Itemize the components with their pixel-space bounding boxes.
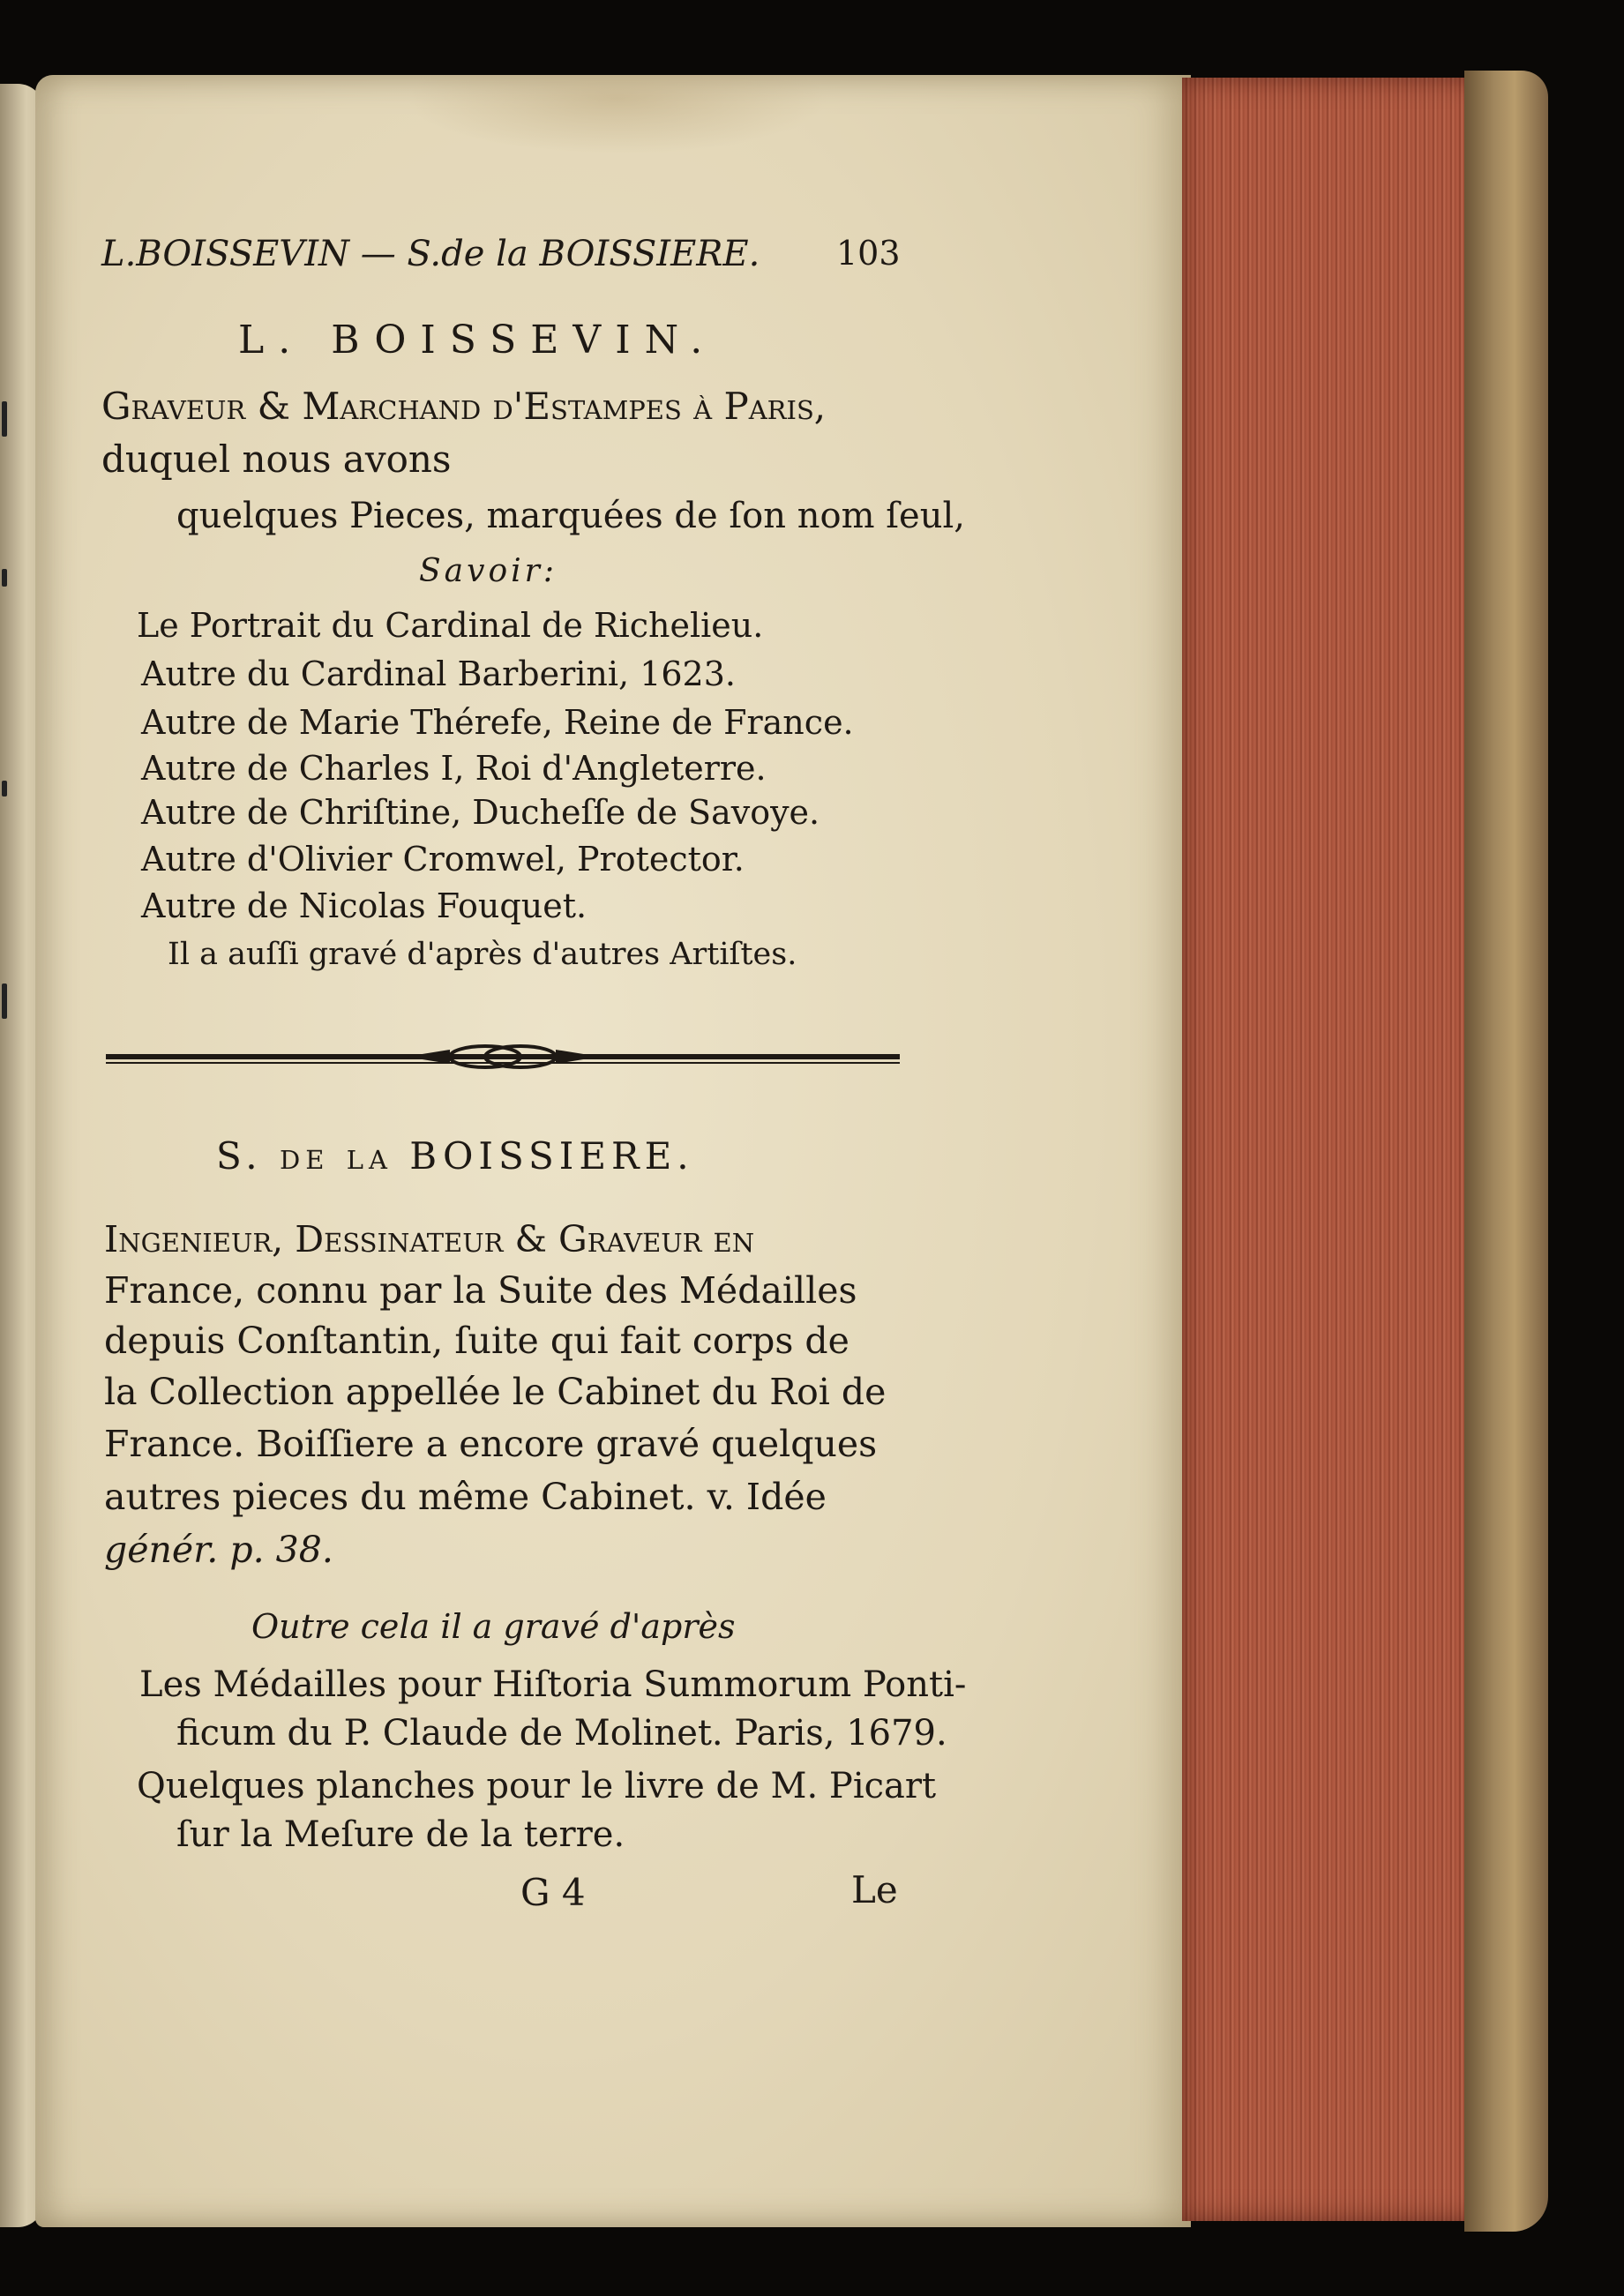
page-stain (406, 75, 829, 154)
ink-mark (2, 569, 7, 587)
ornamental-rule (106, 1041, 900, 1073)
ink-mark (2, 781, 7, 796)
list-item: Autre de Marie Thérefe, Reine de France. (141, 703, 854, 742)
entry-text-line: France, connu par la Suite des Médailles (104, 1269, 857, 1312)
list-item: ſur la Meſure de la terre. (176, 1814, 625, 1855)
catchword: Le (851, 1868, 898, 1911)
entry-text-line: depuis Conſtantin, ſuite qui fait corps de (104, 1320, 849, 1362)
red-page-edges (1182, 78, 1486, 2221)
entry-heading: L. BOISSEVIN. (238, 318, 717, 363)
entry-text-line: Graveur & Marchand d'Eſtampes à Paris, (101, 385, 827, 428)
list-item: Autre d'Olivier Cromwel, Protector. (141, 840, 745, 879)
entry-text-line: la Collection appellée le Cabinet du Roi de (104, 1371, 887, 1413)
entry-subhead: Outre cela il a gravé d'après (251, 1607, 736, 1646)
list-item: Quelques planches pour le livre de M. Picart (137, 1766, 937, 1806)
book-cover-edge (1464, 71, 1548, 2232)
list-item: Autre de Nicolas Fouquet. (141, 886, 587, 925)
list-item: Autre de Charles I, Roi d'Angleterre. (141, 749, 767, 788)
entry-text-line: duquel nous avons (101, 438, 452, 481)
ink-mark (2, 983, 7, 1019)
entry-text-line: génér. p. 38. (104, 1529, 333, 1571)
entry-closing: Il a auſſi gravé d'après d'autres Artiſtes. (168, 937, 797, 972)
entry-heading: S. de la BOISSIERE. (216, 1134, 694, 1178)
running-head: L.BOISSEVIN — S.de la BOISSIERE. (101, 234, 760, 274)
entry-text-line: autres pieces du même Cabinet. v. Idée (104, 1476, 827, 1518)
list-item: Autre de Chriſtine, Ducheſſe de Savoye. (141, 793, 820, 832)
list-item: ficum du P. Claude de Molinet. Paris, 1679. (176, 1713, 947, 1754)
ink-mark (2, 401, 7, 437)
savoir-label: Savoir: (419, 553, 558, 589)
page-number: 103 (836, 234, 901, 273)
entry-text-line: Ingenieur, Dessinateur & Graveur en (104, 1218, 755, 1260)
signature-mark: G 4 (520, 1871, 586, 1914)
list-item: Autre du Cardinal Barberini, 1623. (141, 654, 736, 693)
entry-text-line: France. Boiſſiere a encore gravé quelques (104, 1423, 878, 1465)
list-item: Le Portrait du Cardinal de Richelieu. (137, 606, 764, 645)
list-item: Les Médailles pour Hiſtoria Summorum Ponti- (139, 1664, 967, 1705)
entry-text-line: quelques Pieces, marquées de ſon nom ſeul, (176, 496, 965, 536)
